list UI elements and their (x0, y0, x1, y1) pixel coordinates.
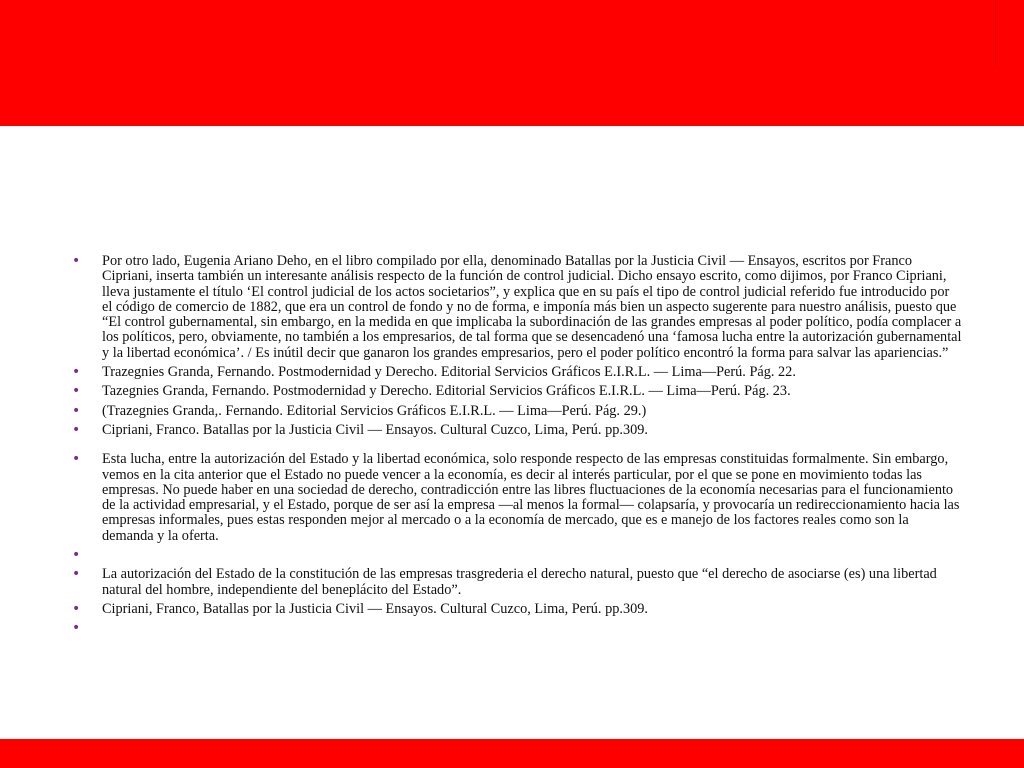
bullet-icon: • (72, 402, 81, 419)
bottom-red-band (0, 739, 1024, 768)
bullet-icon: • (72, 566, 81, 583)
bullet-icon: • (72, 620, 81, 637)
bullet-item-reference-22 (72, 365, 962, 380)
slide-content (72, 254, 962, 641)
bullet-icon: • (72, 451, 81, 468)
bullet-text: Por otro lado, Eugenia Ariano Deho, en el libro compilado por ella, denominado Batallas por la Justicia Civil — Ensayos, escritos por Franco Cipriani, inserta también un interesante análisis respecto de la función de control judicial. Dicho ensayo escrito, como dijimos, por Franco Cipriani, lleva justamente el título ‘El control judicial de los actos societarios”, y explica que en su país el tipo de control judicial referido fue introducido por el código de comercio de 1882, que era un control de fondo y no de forma, e imponía más bien un aspecto sugerente para nuestro análisis, puesto que “El control gubernamental, sin embargo, en la medida en que implicaba la subordinación de las grandes empresas al poder político, podía complacer a los políticos, pero, obviamente, no también a los empresarios, de tal forma que se desencadenó una ‘famosa lucha entre la autorización gubernamental y la libertad económica’. / Es inútil decir que ganaron los grandes empresarios, pero el poder político encontró la forma para salvar las apariencias.” (102, 253, 962, 361)
bullet-item-reference-cipriani-2 (72, 602, 962, 617)
bullet-text: Esta lucha, entre la autorización del Estado y la libertad económica, solo responde respecto de las empresas constituidas formalmente. Sin embargo, vemos en la cita anterior que el Estado no puede vencer a la economía, es decir al interés particular, por el que se pone en movimiento todas las empresas. No puede haber en una sociedad de derecho, contradicción entre las libres fluctuaciones de la economía necesarias para el funcionamiento de la actividad empresarial, y el Estado, porque de ser así la empresa —al menos la formal— colapsaría, y provocaría un redireccionamiento hacia las empresas informales, pues estas responden mejor al mercado o a la economía de mercado, que es e manejo de los factores reales como son la demanda y la oferta. (102, 451, 960, 544)
bullet-icon: • (72, 600, 81, 617)
bullet-item-reference-cipriani (72, 423, 962, 438)
top-red-band (0, 0, 1024, 126)
bullet-item-reference-23 (72, 384, 962, 399)
bullet-item-empty (72, 548, 962, 563)
bullet-item-reference-29 (72, 404, 962, 419)
bullet-text: La autorización del Estado de la constitución de las empresas trasgrederia el derecho natural, puesto que “el derecho de asociarse (es) una libertad natural del hombre, independiente del beneplácito del Estado”. (102, 566, 937, 598)
bullet-icon: • (72, 421, 81, 438)
bullet-icon: • (72, 547, 81, 564)
bullet-item-cipriani-analysis (72, 254, 962, 361)
bullet-item-autorizacion (72, 567, 962, 598)
bullet-icon: • (72, 364, 81, 381)
bullet-icon: • (72, 383, 81, 400)
bullet-text: Tazegnies Granda, Fernando. Postmodernidad y Derecho. Editorial Servicios Gráficos E.I.R.L. — Lima—Perú. Pág. 23. (102, 383, 791, 400)
bullet-text: Cipriani, Franco. Batallas por la Justicia Civil — Ensayos. Cultural Cuzco, Lima, Perú. pp.309. (102, 421, 648, 438)
top-band-edge-line (995, 0, 996, 66)
bullet-text: (Trazegnies Granda,. Fernando. Editorial Servicios Gráficos E.I.R.L. — Lima—Perú. Pág. 29.) (102, 402, 647, 419)
bullet-icon: • (72, 253, 81, 269)
bullet-text: Cipriani, Franco, Batallas por la Justicia Civil — Ensayos. Cultural Cuzco, Lima, Perú. pp.309. (102, 600, 648, 617)
bullet-list (72, 254, 962, 637)
bullet-text: Trazegnies Granda, Fernando. Postmodernidad y Derecho. Editorial Servicios Gráficos E.I.R.L. — Lima—Perú. Pág. 22. (102, 364, 796, 381)
bullet-item-lucha-paragraph (72, 452, 962, 544)
bullet-item-empty (72, 621, 962, 636)
